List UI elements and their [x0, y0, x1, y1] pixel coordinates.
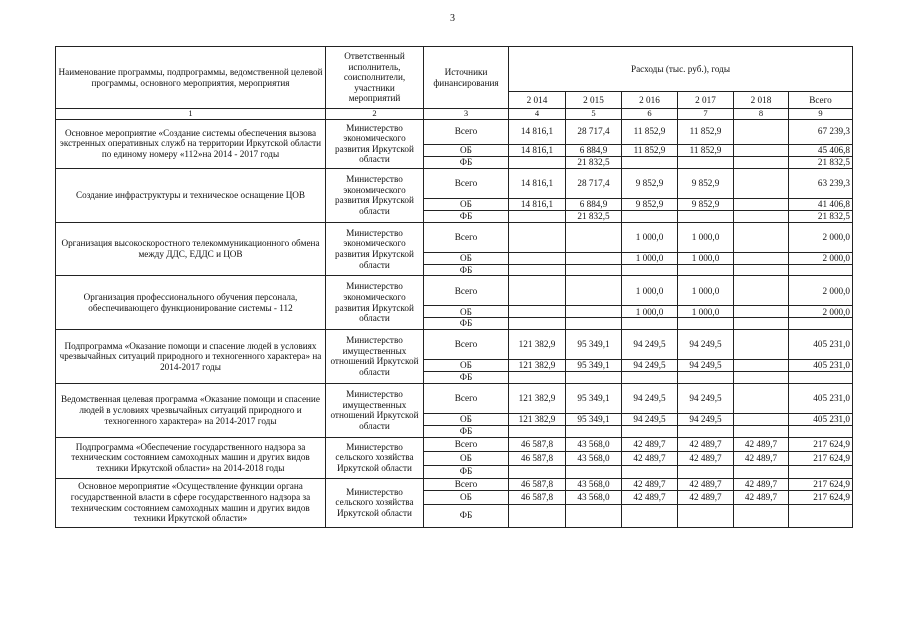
- column-number: 1: [56, 109, 326, 120]
- header-year-2016: 2 016: [622, 92, 678, 109]
- funding-source: ФБ: [424, 504, 509, 527]
- total-cell: 2 000,0: [789, 222, 853, 252]
- executor: Министерство сельского хозяйства Иркутской области: [326, 437, 424, 478]
- amount-cell: 21 832,5: [566, 156, 622, 168]
- amount-cell: 94 249,5: [622, 383, 678, 413]
- amount-cell: 46 587,8: [509, 437, 566, 451]
- funding-source: Всего: [424, 168, 509, 198]
- amount-cell: 43 568,0: [566, 478, 622, 490]
- amount-cell: 14 816,1: [509, 119, 566, 144]
- amount-cell: 1 000,0: [678, 222, 734, 252]
- funding-source: ФБ: [424, 465, 509, 478]
- amount-cell: [509, 504, 566, 527]
- total-cell: 21 832,5: [789, 210, 853, 222]
- program-name: Подпрограмма «Обеспечение государственного надзора за техническим состоянием самоходных машин и других видов техники Иркутской области» на 2014-2018 годы: [56, 437, 326, 478]
- amount-cell: [566, 276, 622, 306]
- amount-cell: 42 489,7: [734, 478, 789, 490]
- amount-cell: [678, 318, 734, 330]
- column-number: 3: [424, 109, 509, 120]
- amount-cell: 94 249,5: [622, 329, 678, 359]
- funding-source: ОБ: [424, 198, 509, 210]
- page-number: 3: [450, 13, 455, 24]
- total-cell: 67 239,3: [789, 119, 853, 144]
- amount-cell: [734, 306, 789, 318]
- amount-cell: 42 489,7: [678, 451, 734, 465]
- amount-cell: [678, 465, 734, 478]
- program-name: Подпрограмма «Оказание помощи и спасение людей в условиях чрезвычайных ситуаций природного и техногенного характера» на 2014-2017 годы: [56, 329, 326, 383]
- amount-cell: 9 852,9: [622, 198, 678, 210]
- amount-cell: 121 382,9: [509, 383, 566, 413]
- funding-source: Всего: [424, 222, 509, 252]
- column-number: 7: [678, 109, 734, 120]
- column-number: 5: [566, 109, 622, 120]
- header-program-name: Наименование программы, подпрограммы, ведомственной целевой программы, основного мероприятия, мероприятия: [56, 47, 326, 109]
- amount-cell: [509, 465, 566, 478]
- amount-cell: 46 587,8: [509, 490, 566, 504]
- total-cell: 217 624,9: [789, 490, 853, 504]
- amount-cell: [734, 318, 789, 330]
- header-year-2015: 2 015: [566, 92, 622, 109]
- total-cell: [789, 318, 853, 330]
- amount-cell: [509, 276, 566, 306]
- amount-cell: 1 000,0: [622, 222, 678, 252]
- amount-cell: [622, 318, 678, 330]
- column-number-row: [56, 109, 853, 120]
- amount-cell: [509, 264, 566, 276]
- amount-cell: [509, 252, 566, 264]
- amount-cell: [509, 425, 566, 437]
- executor: Министерство экономического развития Иркутской области: [326, 119, 424, 168]
- total-cell: 21 832,5: [789, 156, 853, 168]
- amount-cell: 95 349,1: [566, 359, 622, 371]
- column-number: 8: [734, 109, 789, 120]
- funding-source: ОБ: [424, 306, 509, 318]
- funding-source: Всего: [424, 478, 509, 490]
- total-cell: 2 000,0: [789, 276, 853, 306]
- funding-source: ФБ: [424, 210, 509, 222]
- amount-cell: 42 489,7: [734, 490, 789, 504]
- amount-cell: [678, 264, 734, 276]
- program-name: Основное мероприятие «Осуществление функции органа государственной власти в сфере государственного надзора за техническим состоянием самоходных машин и других видов техники Иркутской области»: [56, 478, 326, 527]
- amount-cell: [734, 222, 789, 252]
- amount-cell: [734, 276, 789, 306]
- total-cell: 405 231,0: [789, 413, 853, 425]
- amount-cell: 9 852,9: [622, 168, 678, 198]
- amount-cell: [566, 318, 622, 330]
- table-row: [56, 222, 853, 252]
- total-cell: 405 231,0: [789, 329, 853, 359]
- funding-source: ОБ: [424, 413, 509, 425]
- amount-cell: [566, 252, 622, 264]
- amount-cell: 42 489,7: [734, 451, 789, 465]
- amount-cell: 46 587,8: [509, 478, 566, 490]
- amount-cell: [566, 371, 622, 383]
- amount-cell: [566, 222, 622, 252]
- amount-cell: [509, 371, 566, 383]
- total-cell: 217 624,9: [789, 437, 853, 451]
- funding-source: ОБ: [424, 144, 509, 156]
- header-year-2018: 2 018: [734, 92, 789, 109]
- amount-cell: 42 489,7: [678, 490, 734, 504]
- funding-source: ОБ: [424, 490, 509, 504]
- executor: Министерство имущественных отношений Иркутской области: [326, 329, 424, 383]
- program-name: Организация высокоскоростного телекоммуникационного обмена между ДДС, ЕДДС и ЦОВ: [56, 222, 326, 276]
- column-number: 4: [509, 109, 566, 120]
- amount-cell: 94 249,5: [678, 413, 734, 425]
- table-row: [56, 329, 853, 359]
- amount-cell: [734, 144, 789, 156]
- funding-source: ФБ: [424, 156, 509, 168]
- amount-cell: [734, 465, 789, 478]
- header-year-2017: 2 017: [678, 92, 734, 109]
- funding-source: Всего: [424, 329, 509, 359]
- amount-cell: [678, 156, 734, 168]
- amount-cell: [622, 371, 678, 383]
- total-cell: 2 000,0: [789, 306, 853, 318]
- amount-cell: [509, 306, 566, 318]
- total-cell: 45 406,8: [789, 144, 853, 156]
- executor: Министерство сельского хозяйства Иркутской области: [326, 478, 424, 527]
- amount-cell: 121 382,9: [509, 359, 566, 371]
- program-name: Основное мероприятие «Создание системы обеспечения вызова экстренных оперативных служб на территории Иркутской области по единому номеру «112»на 2014 - 2017 годы: [56, 119, 326, 168]
- funding-source: Всего: [424, 383, 509, 413]
- amount-cell: [734, 425, 789, 437]
- total-cell: [789, 371, 853, 383]
- amount-cell: 94 249,5: [678, 383, 734, 413]
- amount-cell: [734, 168, 789, 198]
- total-cell: [789, 264, 853, 276]
- funding-source: ФБ: [424, 371, 509, 383]
- amount-cell: 14 816,1: [509, 168, 566, 198]
- amount-cell: [734, 156, 789, 168]
- program-name: Организация профессионального обучения персонала, обеспечивающего функционирование системы - 112: [56, 276, 326, 330]
- header-funding-source: Источники финансирования: [424, 47, 509, 109]
- amount-cell: 43 568,0: [566, 490, 622, 504]
- amount-cell: 94 249,5: [678, 359, 734, 371]
- amount-cell: [734, 383, 789, 413]
- amount-cell: 42 489,7: [622, 490, 678, 504]
- amount-cell: 1 000,0: [678, 306, 734, 318]
- total-cell: 217 624,9: [789, 451, 853, 465]
- amount-cell: [566, 425, 622, 437]
- amount-cell: [734, 210, 789, 222]
- amount-cell: 121 382,9: [509, 329, 566, 359]
- amount-cell: 42 489,7: [622, 437, 678, 451]
- amount-cell: [622, 465, 678, 478]
- executor: Министерство экономического развития Иркутской области: [326, 276, 424, 330]
- funding-source: ФБ: [424, 264, 509, 276]
- executor: Министерство экономического развития Иркутской области: [326, 168, 424, 222]
- amount-cell: [734, 371, 789, 383]
- amount-cell: [734, 359, 789, 371]
- amount-cell: [509, 210, 566, 222]
- amount-cell: 121 382,9: [509, 413, 566, 425]
- amount-cell: 28 717,4: [566, 119, 622, 144]
- header-executor: Ответственный исполнитель, соисполнители, участники мероприятий: [326, 47, 424, 109]
- column-number: 9: [789, 109, 853, 120]
- amount-cell: 42 489,7: [734, 437, 789, 451]
- amount-cell: [566, 264, 622, 276]
- total-cell: [789, 465, 853, 478]
- table-row: [56, 168, 853, 198]
- amount-cell: [622, 504, 678, 527]
- amount-cell: 46 587,8: [509, 451, 566, 465]
- header-expenses: Расходы (тыс. руб.), годы: [509, 47, 853, 92]
- table-row: [56, 276, 853, 306]
- amount-cell: 11 852,9: [678, 144, 734, 156]
- amount-cell: [509, 318, 566, 330]
- table-row: [56, 437, 853, 451]
- table-row: [56, 119, 853, 144]
- program-name: Создание инфраструктуры и техническое оснащение ЦОВ: [56, 168, 326, 222]
- amount-cell: [622, 264, 678, 276]
- funding-source: ОБ: [424, 359, 509, 371]
- amount-cell: 42 489,7: [678, 437, 734, 451]
- amount-cell: [678, 504, 734, 527]
- amount-cell: [509, 222, 566, 252]
- funding-source: ФБ: [424, 425, 509, 437]
- amount-cell: 42 489,7: [622, 451, 678, 465]
- amount-cell: [678, 425, 734, 437]
- column-number: 6: [622, 109, 678, 120]
- amount-cell: 11 852,9: [622, 119, 678, 144]
- total-cell: 41 406,8: [789, 198, 853, 210]
- amount-cell: 95 349,1: [566, 383, 622, 413]
- header-year-2014: 2 014: [509, 92, 566, 109]
- amount-cell: [678, 210, 734, 222]
- amount-cell: 11 852,9: [622, 144, 678, 156]
- funding-source: Всего: [424, 276, 509, 306]
- funding-source: ОБ: [424, 252, 509, 264]
- executor: Министерство экономического развития Иркутской области: [326, 222, 424, 276]
- amount-cell: 9 852,9: [678, 198, 734, 210]
- header-total: Всего: [789, 92, 853, 109]
- amount-cell: [734, 252, 789, 264]
- amount-cell: 1 000,0: [622, 306, 678, 318]
- amount-cell: 43 568,0: [566, 437, 622, 451]
- amount-cell: [622, 210, 678, 222]
- funding-source: Всего: [424, 119, 509, 144]
- amount-cell: [566, 504, 622, 527]
- amount-cell: [509, 156, 566, 168]
- amount-cell: 95 349,1: [566, 329, 622, 359]
- amount-cell: 28 717,4: [566, 168, 622, 198]
- amount-cell: [734, 504, 789, 527]
- amount-cell: [622, 425, 678, 437]
- amount-cell: 14 816,1: [509, 198, 566, 210]
- amount-cell: [734, 198, 789, 210]
- amount-cell: 94 249,5: [622, 413, 678, 425]
- funding-source: Всего: [424, 437, 509, 451]
- amount-cell: 42 489,7: [622, 478, 678, 490]
- amount-cell: [734, 119, 789, 144]
- amount-cell: [734, 329, 789, 359]
- amount-cell: 1 000,0: [678, 252, 734, 264]
- amount-cell: 42 489,7: [678, 478, 734, 490]
- amount-cell: 43 568,0: [566, 451, 622, 465]
- table-row: [56, 478, 853, 490]
- amount-cell: 1 000,0: [622, 252, 678, 264]
- table-row: [56, 383, 853, 413]
- amount-cell: 95 349,1: [566, 413, 622, 425]
- total-cell: 405 231,0: [789, 359, 853, 371]
- amount-cell: [678, 371, 734, 383]
- amount-cell: 6 884,9: [566, 198, 622, 210]
- amount-cell: 94 249,5: [622, 359, 678, 371]
- amount-cell: 94 249,5: [678, 329, 734, 359]
- amount-cell: [622, 156, 678, 168]
- total-cell: 2 000,0: [789, 252, 853, 264]
- total-cell: 217 624,9: [789, 478, 853, 490]
- total-cell: [789, 504, 853, 527]
- amount-cell: [734, 413, 789, 425]
- amount-cell: [566, 465, 622, 478]
- amount-cell: 9 852,9: [678, 168, 734, 198]
- amount-cell: 6 884,9: [566, 144, 622, 156]
- funding-source: ФБ: [424, 318, 509, 330]
- amount-cell: 1 000,0: [678, 276, 734, 306]
- amount-cell: 11 852,9: [678, 119, 734, 144]
- column-number: 2: [326, 109, 424, 120]
- total-cell: 63 239,3: [789, 168, 853, 198]
- amount-cell: [734, 264, 789, 276]
- executor: Министерство имущественных отношений Иркутской области: [326, 383, 424, 437]
- program-name: Ведомственная целевая программа «Оказание помощи и спасение людей в условиях чрезвычайных ситуаций природного и техногенного характера» на 2014-2017 годы: [56, 383, 326, 437]
- total-cell: [789, 425, 853, 437]
- funding-source: ОБ: [424, 451, 509, 465]
- amount-cell: 14 816,1: [509, 144, 566, 156]
- budget-table: [55, 46, 853, 528]
- amount-cell: 21 832,5: [566, 210, 622, 222]
- amount-cell: 1 000,0: [622, 276, 678, 306]
- amount-cell: [566, 306, 622, 318]
- total-cell: 405 231,0: [789, 383, 853, 413]
